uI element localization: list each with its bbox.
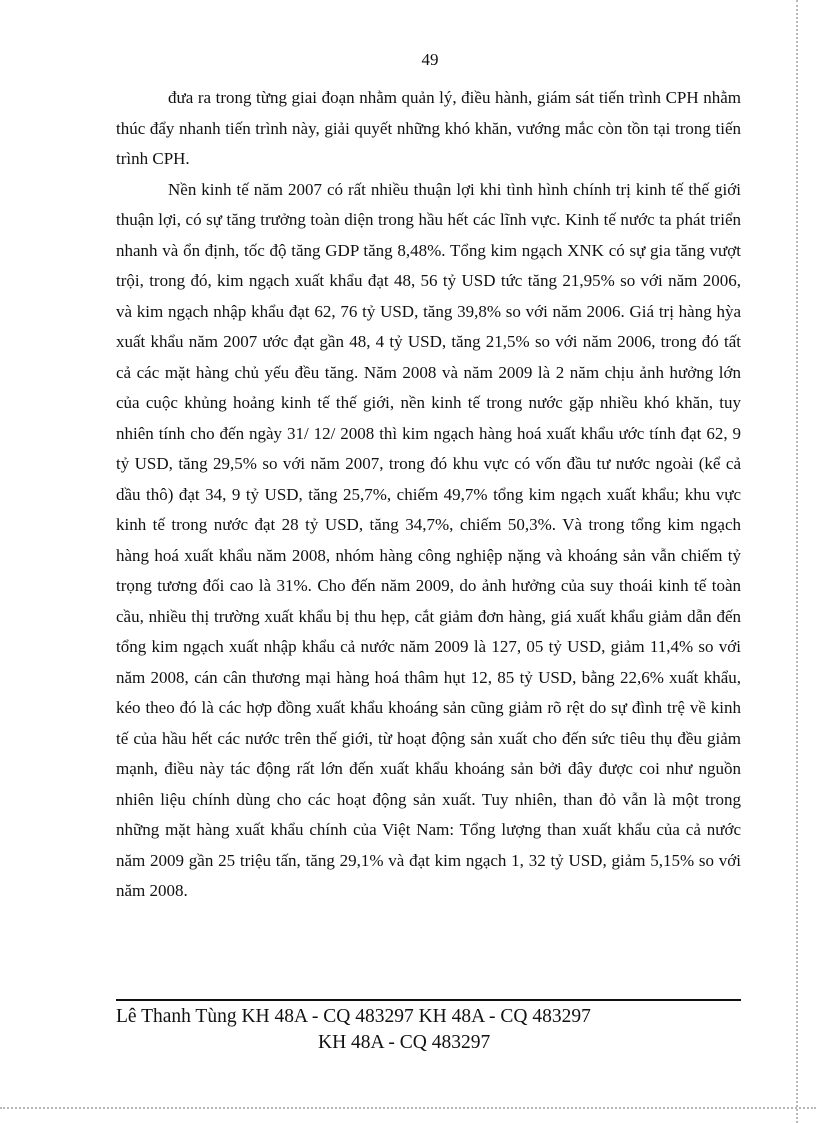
page-number: 49 [421, 50, 439, 69]
paragraph-continuation: đưa ra trong từng giai đoạn nhằm quản lý, điều hành, giám sát tiến trình CPH nhằm thúc đẩy nhanh tiến trình này, giải quyết những khó khăn, vướng mắc còn tồn tại trong tiến trình CPH. [116, 88, 741, 168]
page-border-right [796, 0, 798, 1123]
document-body [116, 83, 741, 907]
footer-class-line: KH 48A - CQ 483297 [318, 1032, 491, 1053]
page-footer [116, 1004, 741, 1056]
footer-divider [116, 999, 741, 1001]
page-border-bottom [0, 1107, 816, 1109]
footer-author-line: Lê Thanh Tùng KH 48A - CQ 483297 KH 48A - CQ 483297 [116, 1006, 591, 1027]
paragraph-economy-2007-2009: Nền kinh tế năm 2007 có rất nhiều thuận lợi khi tình hình chính trị kinh tế thế giới thuận lợi, có sự tăng trưởng toàn diện trong hầu hết các lĩnh vực. Kinh tế nước ta phát triển nhanh và ổn định, tốc độ tăng GDP tăng 8,48%. Tổng kim ngạch XNK có sự gia tăng vượt trội, trong đó, kim ngạch xuất khẩu đạt 48, 56 tỷ USD tức tăng 21,95% so với năm 2006, và kim ngạch nhập khẩu đạt 62, 76 tỷ USD, tăng 39,8% so với năm 2006. Giá trị hàng hỳa xuất khẩu năm 2007 ước đạt gần 48, 4 tỷ USD, tăng 21,5% so với năm 2006, trong đó tất cả các mặt hàng chủ yếu đều tăng. Năm 2008 và năm 2009 là 2 năm chịu ảnh hưởng lớn của cuộc khủng hoảng kinh tế thế giới, nền kinh tế trong nước gặp nhiều khó khăn, tuy nhiên tính cho đến ngày 31/ 12/ 2008 thì kim ngạch hàng hoá xuất khẩu ước tính đạt 62, 9 tỷ USD, tăng 29,5% so với năm 2007, trong đó khu vực có vốn đầu tư nước ngoài (kể cả dầu thô) đạt 34, 9 tỷ USD, tăng 25,7%, chiếm 49,7% tổng kim ngạch xuất khẩu; khu vực kinh tế trong nước đạt 28 tỷ USD, tăng 34,7%, chiếm 50,3%. Và trong tổng kim ngạch hàng hoá xuất khẩu năm 2008, nhóm hàng công nghiệp nặng và khoáng sản vẫn chiếm tỷ trọng tương đối cao là 31%. Cho đến năm 2009, do ảnh hưởng của suy thoái kinh tế toàn cầu, nhiều thị trường xuất khẩu bị thu hẹp, cắt giảm đơn hàng, giá xuất khẩu giảm dẫn đến tổng kim ngạch xuất nhập khẩu cả nước năm 2009 là 127, 05 tỷ USD, giảm 11,4% so với năm 2008, cán cân thương mại hàng hoá thâm hụt 12, 85 tỷ USD, bằng 22,6% xuất khẩu, kéo theo đó là các hợp đồng xuất khẩu khoáng sản cũng giảm rõ rệt do sự đình trệ về kinh tế của hầu hết các nước trên thế giới, từ hoạt động sản xuất cho đến sức tiêu thụ đều giảm mạnh, điều này tác động rất lớn đến xuất khẩu khoáng sản bởi đây được coi như nguồn nhiên liệu chính dùng cho các hoạt động sản xuất. Tuy nhiên, than đỏ vẫn là một trong những mặt hàng xuất khẩu chính của Việt Nam: Tổng lượng than xuất khẩu của cả nước năm 2009 gần 25 triệu tấn, tăng 29,1% và đạt kim ngạch 1, 32 tỷ USD, giảm 5,15% so với năm 2008. [116, 179, 741, 900]
